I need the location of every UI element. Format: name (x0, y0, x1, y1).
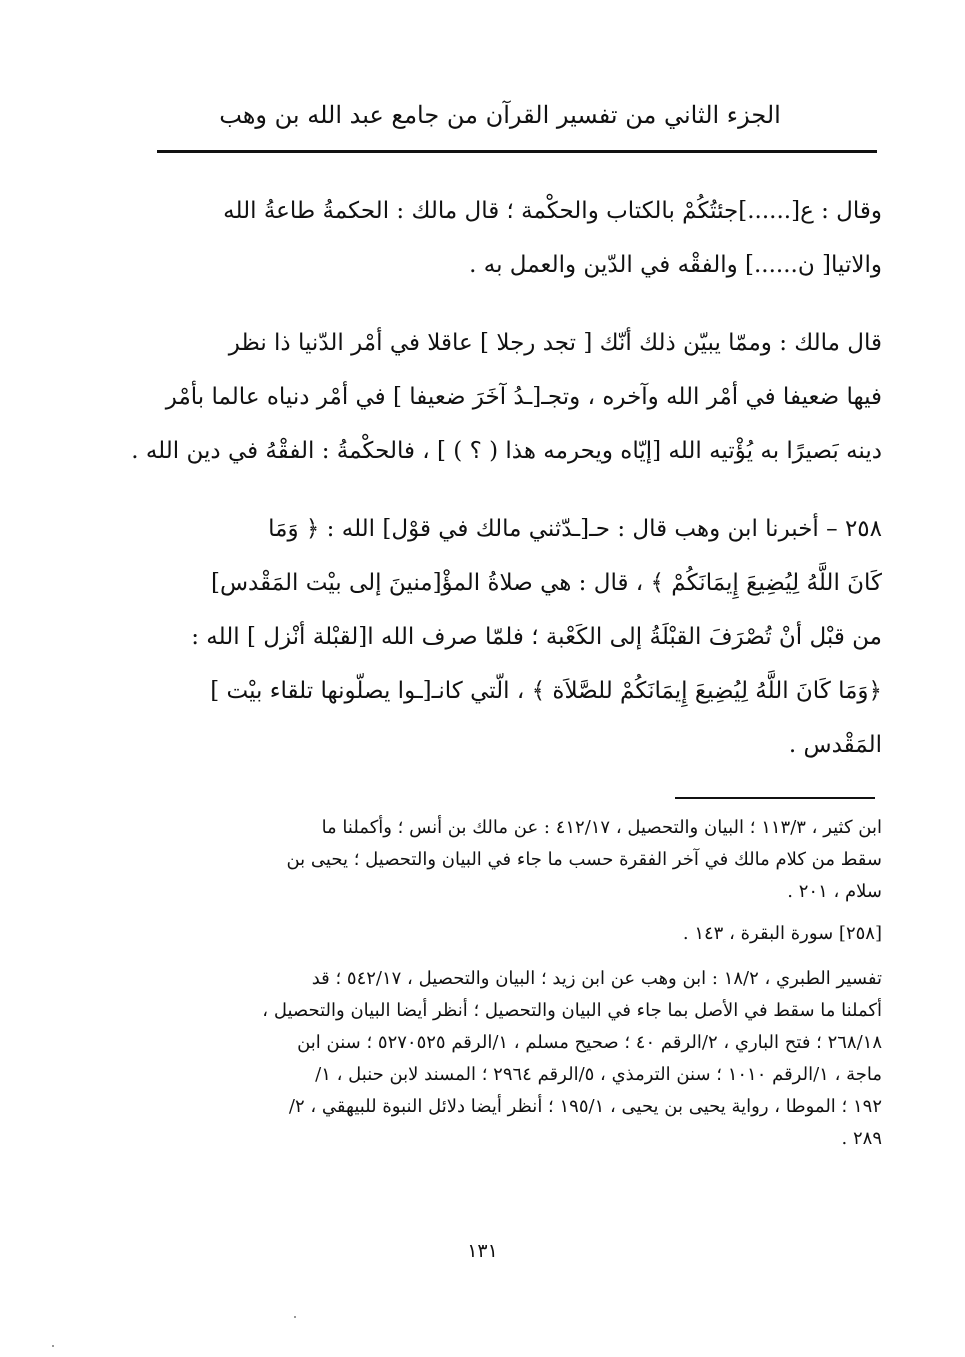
footnote-2 (150, 918, 882, 950)
footnote-line: ماجة ، ١/الرقم ١٠١٠ ؛ سنن الترمذي ، ٥/الرقم ٢٩٦٤ ؛ المسند لابن حنبل ، ١/ (315, 1064, 882, 1085)
paragraph-line: دينه بَصيرًا به يُؤْتيه الله [إيّاه ويحرمه هذا ( ؟ ) ] ، فالحكْمةُ : الفقْهُ في دين الله . (131, 438, 882, 464)
paragraph-line: كَانَ اللَّهُ لِيُضِيعَ إِيمَانَكُمْ ﴾ ، قال : هي صلاةُ المؤْ[منينَ إلى بيْت المَقْدس] (211, 570, 882, 596)
footnote-divider (675, 797, 875, 799)
paragraph-line: قال مالك : وممّا يبيّن ذلك أنّك [ تجد رجلا ] عاقلا في أمْر الدّنيا ذا نظر (228, 330, 882, 356)
scan-speck (52, 1345, 54, 1347)
footnote-line: ١٩٢ ؛ الموطا ، رواية يحيى بن يحيى ، ١٩٥/١ ؛ أنظر أيضا دلائل النبوة للبيهقي ، ٢/ (288, 1096, 882, 1117)
footnote-line: سقط من كلام مالك في آخر الفقرة حسب ما جاء في البيان والتحصيل ؛ يحيى بن (286, 849, 882, 870)
paragraph-line: ﴿وَمَا كَانَ اللَّهُ لِيُضِيعَ إِيمَانَكُمْ للصَّلاَة ﴾ ، الّتي كانـ[ـوا يصلّونها تلقاء بيْت ] (210, 678, 882, 704)
paragraph-line: فيها ضعيفا في أمْر الله وآخره ، وتجـ[ـدُ آخَرَ ضعيفا ] في أمْر دنياه عالما بأمْر (165, 384, 882, 410)
footnote-line: ٢٨٩ . (841, 1128, 882, 1149)
footnote-line: سلام ، ٢٠١ . (787, 881, 882, 902)
paragraph-2 (131, 316, 882, 478)
running-header (150, 98, 850, 132)
footnote-line: ابن كثير ، ١١٣/٣ ؛ البيان والتحصيل ، ٤١٢/١٧ : عن مالك بن أنس ؛ وأكملنا ما (321, 817, 882, 838)
header-divider (157, 150, 877, 153)
paragraph-line: من قبْل أنْ تُصْرَفَ القبْلَةُ إلى الكَعْبة ؛ فلمّا صرف الله ا[لقبْلة أنْزل ] الله : (191, 624, 882, 650)
footnote-line: ٢٦٨/١٨ ؛ فتح الباري ، ٢/الرقم ٤٠ ؛ صحيح مسلم ، ١/الرقم ٥٢٧٠٥٢٥ ؛ سنن ابن (297, 1032, 882, 1053)
footnote-1 (150, 812, 882, 908)
footnote-line: تفسير الطبري ، ١٨/٢ : ابن وهب عن ابن زيد ؛ البيان والتحصيل ، ٥٤٢/١٧ ؛ قد (311, 968, 882, 989)
paragraph-line: وقال : ع[......]جئتُكُمْ بالكتاب والحكْمة ؛ قال مالك : الحكمةُ طاعةُ الله (223, 198, 882, 224)
paragraph-line: ٢٥٨ – أخبرنا ابن وهب قال : حـ[ـدّثني مالك في قوْل] الله : ﴿ وَمَا (268, 516, 882, 542)
footnote-line: [٢٥٨] سورة البقرة ، ١٤٣ . (682, 923, 882, 944)
page-number: ١٣١ (467, 1240, 498, 1262)
footnote-line: أكملنا ما سقط في الأصل بما جاء في البيان والتحصيل ؛ أنظر أيضا البيان والتحصيل ، (262, 1000, 882, 1021)
paragraph-1 (150, 184, 882, 292)
scan-speck (294, 1316, 296, 1318)
paragraph-258 (150, 502, 882, 772)
paragraph-line: المَقْدس . (788, 732, 882, 758)
paragraph-line: والاتيا[ ن......] والفقْه في الدّين والعمل به . (469, 252, 882, 278)
header-title: الجزء الثاني من تفسير القرآن من جامع عبد الله بن وهب (219, 101, 781, 129)
footnote-3 (150, 963, 882, 1155)
